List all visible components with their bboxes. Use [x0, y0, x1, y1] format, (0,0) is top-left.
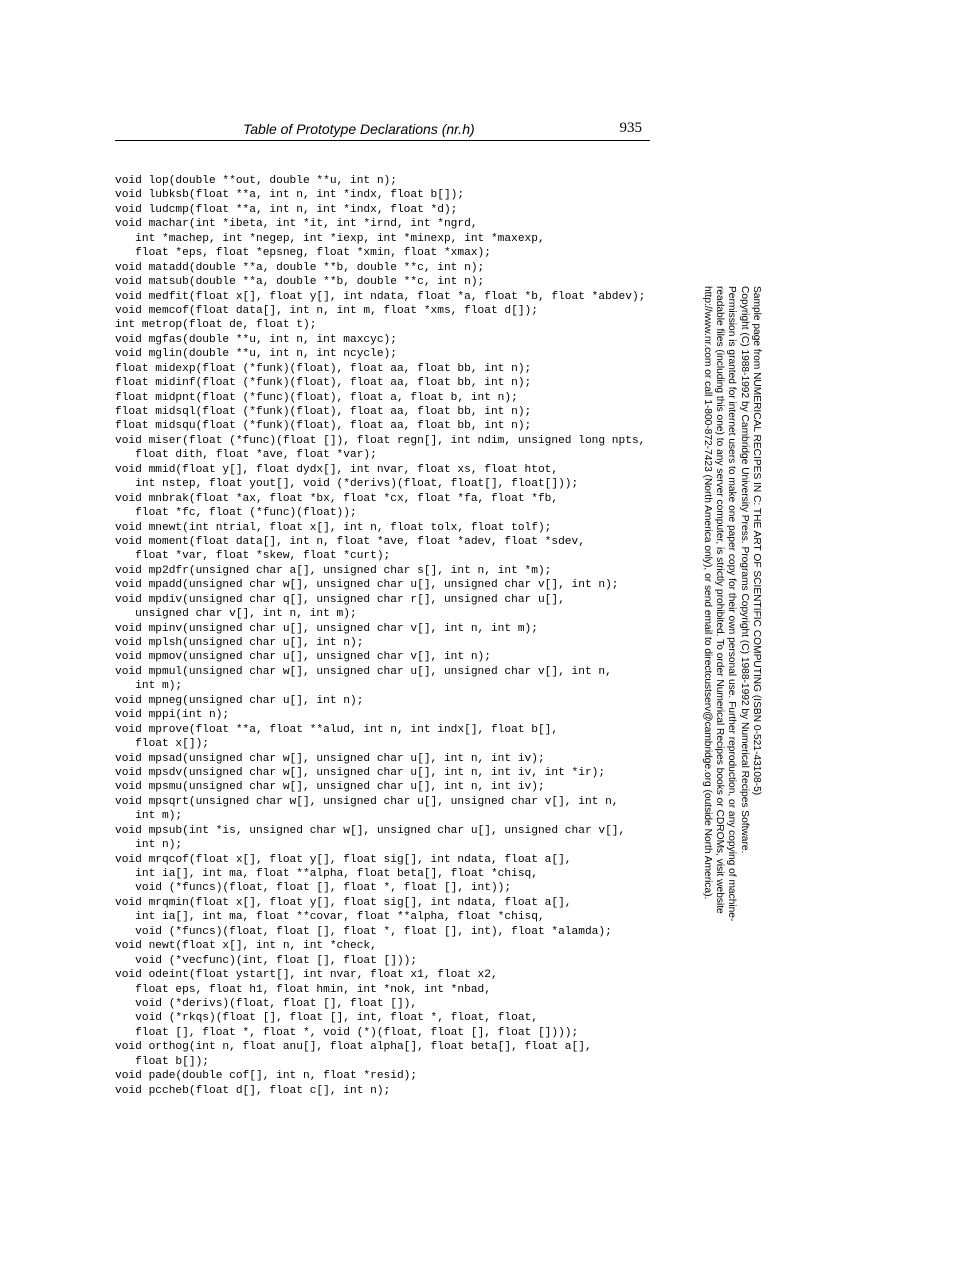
code-line: int *machep, int *negep, int *iexp, int *minexp, int *maxexp,	[115, 232, 545, 245]
code-line: void mpneg(unsigned char u[], int n);	[115, 694, 364, 707]
code-line: void miser(float (*func)(float []), float regn[], int ndim, unsigned long npts,	[115, 434, 646, 447]
code-line: float midsql(float (*funk)(float), float aa, float bb, int n);	[115, 406, 532, 418]
code-line: void (*vecfunc)(int, float [], float []));	[115, 954, 418, 967]
code-line: float *var, float *skew, float *curt);	[115, 550, 391, 563]
code-line: int n);	[115, 839, 183, 852]
copyright-sidebar	[700, 286, 762, 966]
code-line: void orthog(int n, float anu[], float alpha[], float beta[], float a[],	[115, 1041, 592, 1054]
code-line: void mpsub(int *is, unsigned char w[], unsigned char u[], unsigned char v[],	[115, 824, 626, 837]
code-line: float x[]);	[115, 738, 209, 751]
code-line: float *fc, float (*func)(float));	[115, 507, 357, 520]
code-line: float b[]);	[115, 1055, 209, 1068]
code-line: void mnewt(int ntrial, float x[], int n, float tolx, float tolf);	[115, 521, 552, 534]
code-line: void moment(float data[], int n, float *ave, float *adev, float *sdev,	[115, 535, 585, 548]
code-line: float eps, float h1, float hmin, int *nok, int *nbad,	[115, 983, 491, 996]
code-line: float midpnt(float (*func)(float), float a, float b, int n);	[115, 391, 518, 404]
code-line: void mpsdv(unsigned char w[], unsigned char u[], int n, int iv, int *ir);	[115, 766, 606, 779]
notice-line: Permission is granted for internet users to make one paper copy for their own personal use. Further reproduction, or any copying of machine-	[726, 286, 738, 922]
notice-line: Sample page from NUMERICAL RECIPES IN C: THE ART OF SCIENTIFIC COMPUTING (ISBN 0-521-43108-5)	[751, 286, 762, 796]
code-line: void lop(double **out, double **u, int n);	[115, 175, 397, 187]
code-line: void mpdiv(unsigned char q[], unsigned char r[], unsigned char u[],	[115, 593, 565, 606]
code-line: void (*rkqs)(float [], float [], int, float *, float, float,	[115, 1012, 538, 1025]
code-line: void mglin(double **u, int n, int ncycle);	[115, 348, 397, 361]
code-line: void mpsmu(unsigned char w[], unsigned char u[], int n, int iv);	[115, 781, 545, 794]
code-line: void (*funcs)(float, float [], float *, float [], int));	[115, 882, 512, 895]
code-line: void medfit(float x[], float y[], int ndata, float *a, float *b, float *abdev);	[115, 290, 646, 303]
code-line: void mp2dfr(unsigned char a[], unsigned char s[], int n, int *m);	[115, 564, 552, 577]
code-line: void mnbrak(float *ax, float *bx, float *cx, float *fa, float *fb,	[115, 492, 559, 505]
code-line: void memcof(float data[], int n, int m, float *xms, float d[]);	[115, 304, 538, 317]
prototype-listing	[115, 174, 675, 1098]
code-line: void mplsh(unsigned char u[], int n);	[115, 637, 364, 649]
code-line: void machar(int *ibeta, int *it, int *irnd, int *ngrd,	[115, 218, 478, 231]
code-line: int m);	[115, 680, 183, 693]
code-line: void mpsqrt(unsigned char w[], unsigned char u[], unsigned char v[], int n,	[115, 795, 619, 808]
page-number: 935	[619, 120, 642, 136]
code-line: void mpadd(unsigned char w[], unsigned char u[], unsigned char v[], int n);	[115, 579, 619, 592]
code-line: void mrqmin(float x[], float y[], float sig[], int ndata, float a[],	[115, 896, 572, 909]
code-line: void lubksb(float **a, int n, int *indx, float b[]);	[115, 189, 465, 202]
notice-line: Copyright (C) 1988-1992 by Cambridge University Press. Programs Copyright (C) 1988-1992 by Numerical Recipes Software.	[738, 286, 750, 854]
code-line: void mprove(float **a, float **alud, int n, int indx[], float b[],	[115, 723, 559, 736]
code-line: void mmid(float y[], float dydx[], int nvar, float xs, float htot,	[115, 463, 559, 476]
code-line: float midexp(float (*funk)(float), float aa, float bb, int n);	[115, 362, 532, 375]
code-line: void mpmul(unsigned char w[], unsigned char u[], unsigned char v[], int n,	[115, 665, 612, 678]
code-line: float dith, float *ave, float *var);	[115, 449, 377, 462]
code-line: void ludcmp(float **a, int n, int *indx, float *d);	[115, 203, 458, 216]
code-line: void pade(double cof[], int n, float *resid);	[115, 1070, 418, 1083]
code-line: void newt(float x[], int n, int *check,	[115, 940, 377, 953]
code-line: unsigned char v[], int n, int m);	[115, 608, 357, 621]
notice-line: http://www.nr.com or call 1-800-872-7423 (North America only), or send email to directcustserv@cambridge.org (outside North America).	[701, 286, 713, 900]
code-line: int nstep, float yout[], void (*derivs)(float, float[], float[]));	[115, 478, 579, 491]
code-line: void (*funcs)(float, float [], float *, float [], int), float *alamda);	[115, 925, 612, 938]
code-line: void mrqcof(float x[], float y[], float sig[], int ndata, float a[],	[115, 853, 572, 866]
copyright-notice	[700, 286, 762, 966]
code-line: int m);	[115, 810, 183, 823]
code-line: void mgfas(double **u, int n, int maxcyc);	[115, 333, 397, 346]
code-line: void mppi(int n);	[115, 709, 230, 722]
code-line: int ia[], int ma, float **covar, float **alpha, float *chisq,	[115, 911, 545, 924]
code-line: void mpsad(unsigned char w[], unsigned char u[], int n, int iv);	[115, 752, 545, 765]
code-line: int metrop(float de, float t);	[115, 319, 317, 332]
code-line: float *eps, float *epsneg, float *xmin, float *xmax);	[115, 247, 491, 260]
notice-line: readable files (including this one) to any server computer, is strictly prohibited. To order Numerical Recipes books or CDROMs, visit website	[714, 286, 726, 914]
code-line: void mpmov(unsigned char u[], unsigned char v[], int n);	[115, 651, 491, 664]
code-line: int ia[], int ma, float **alpha, float beta[], float *chisq,	[115, 868, 538, 880]
code-line: float midinf(float (*funk)(float), float aa, float bb, int n);	[115, 377, 532, 390]
code-line: float [], float *, float *, void (*)(float, float [], float [])));	[115, 1026, 579, 1039]
code-line: void odeint(float ystart[], int nvar, float x1, float x2,	[115, 969, 498, 982]
running-title: Table of Prototype Declarations (nr.h)	[243, 121, 475, 137]
code-line: void matsub(double **a, double **b, double **c, int n);	[115, 276, 485, 289]
code-line: float midsqu(float (*funk)(float), float aa, float bb, int n);	[115, 420, 532, 433]
code-line: void (*derivs)(float, float [], float []),	[115, 997, 418, 1010]
code-line: void matadd(double **a, double **b, double **c, int n);	[115, 261, 485, 274]
code-line: void pccheb(float d[], float c[], int n);	[115, 1084, 391, 1097]
code-line: void mpinv(unsigned char u[], unsigned char v[], int n, int m);	[115, 622, 538, 635]
page-header	[115, 118, 650, 141]
